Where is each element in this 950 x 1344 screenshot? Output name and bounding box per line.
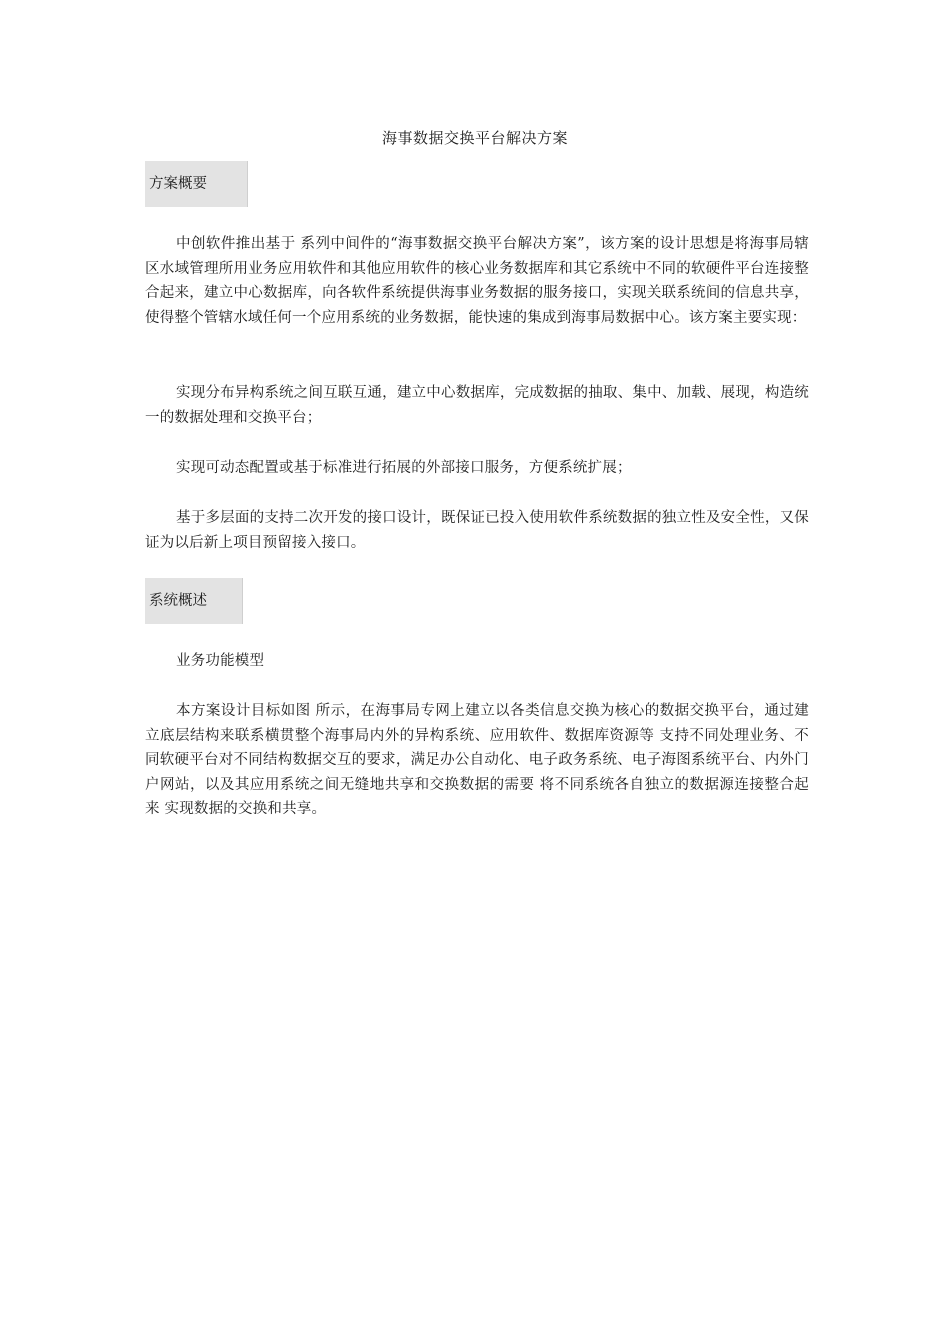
- subheading-business-model: 业务功能模型: [176, 653, 265, 669]
- paragraph-overview-item-2: 实现可动态配置或基于标准进行拓展的外部接口服务，方便系统扩展；: [176, 460, 632, 476]
- section-heading-system: 系统概述: [145, 578, 243, 624]
- paragraph-overview-intro: 中创软件推出基于 系列中间件的“海事数据交换平台解决方案”，该方案的设计思想是将海事局辖区水域管理所用业务应用软件和其他应用软件的核心业务数据库和其它系统中不同的软硬件平台连接整合起来，建立中心数据库，向各软件系统提供海事业务数据的服务接口，实现关联系统间的信息共享，使得整个管辖水域任何一个应用系统的业务数据，能快速的集成到海事局数据中心。该方案主要实现：: [145, 236, 809, 326]
- paragraph-system-description: 本方案设计目标如图 所示，在海事局专网上建立以各类信息交换为核心的数据交换平台，通过建立底层结构来联系横贯整个海事局内外的异构系统、应用软件、数据库资源等 支持不同处理业务、不同软硬平台对不同结构数据交互的要求，满足办公自动化、电子政务系统、电子海图系统平台、内外门户网站，以及其应用系统之间无缝地共享和交换数据的需要 将不同系统各自独立的数据源连接整合起来 实现数据的交换和共享。: [145, 703, 809, 817]
- section-heading-overview: 方案概要: [145, 161, 248, 207]
- document-title: 海事数据交换平台解决方案: [381, 129, 568, 147]
- paragraph-overview-item-3: 基于多层面的支持二次开发的接口设计，既保证已投入使用软件系统数据的独立性及安全性，又保证为以后新上项目预留接入接口。: [145, 510, 809, 551]
- paragraph-overview-item-1: 实现分布异构系统之间互联互通，建立中心数据库，完成数据的抽取、集中、加载、展现，构造统一的数据处理和交换平台；: [145, 385, 809, 426]
